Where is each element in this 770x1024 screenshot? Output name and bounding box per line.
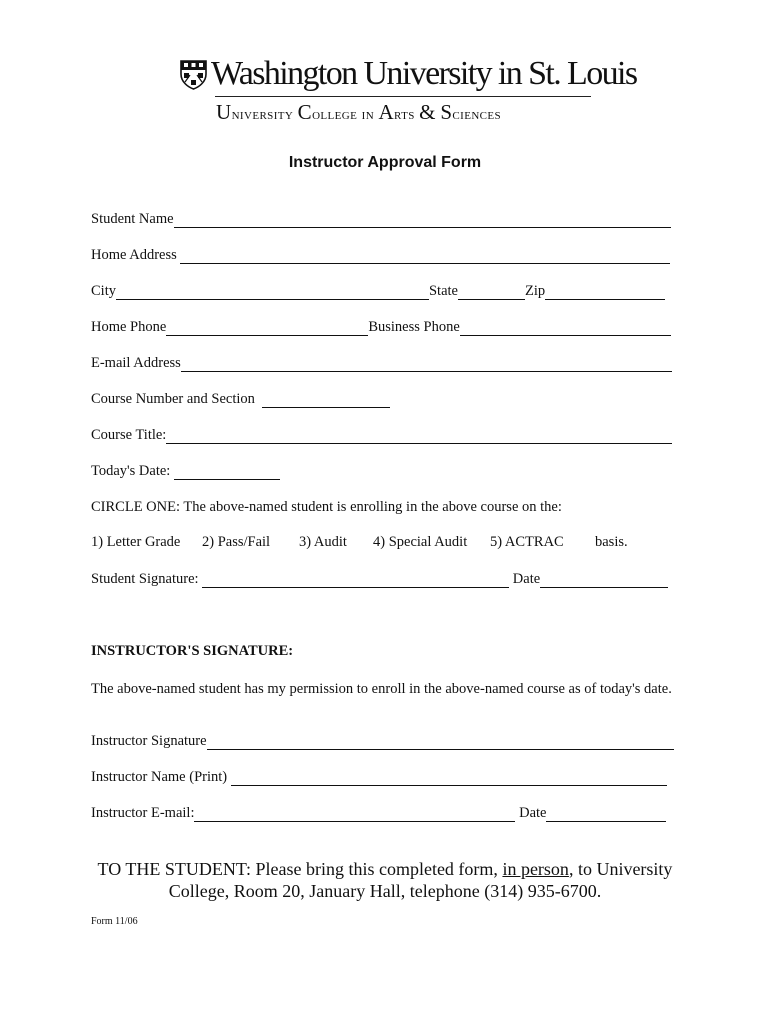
student-name-label: Student Name (91, 211, 174, 227)
form-number: Form 11/06 (91, 916, 138, 927)
home-phone-field[interactable] (166, 321, 368, 336)
student-signature-field[interactable] (202, 573, 509, 588)
basis-label: basis. (595, 534, 628, 550)
instructor-date-label: Date (519, 805, 547, 821)
university-logo (180, 53, 637, 124)
instructor-email-label: Instructor E-mail: (91, 805, 195, 821)
student-signature-label: Student Signature: (91, 571, 199, 587)
option-letter-grade[interactable]: 1) Letter Grade (91, 534, 181, 550)
todays-date-label: Today's Date: (91, 463, 171, 479)
instructor-email-field[interactable] (194, 807, 515, 822)
email-label: E-mail Address (91, 355, 181, 371)
instructor-name-label: Instructor Name (Print) (91, 769, 228, 785)
student-name-field[interactable] (174, 213, 671, 228)
notice-line-2: College, Room 20, January Hall, telephone (314) 935-6700. (168, 881, 602, 901)
instructor-section-heading: INSTRUCTOR'S SIGNATURE: (91, 643, 294, 659)
course-number-row (91, 390, 390, 408)
student-date-field[interactable] (540, 573, 668, 588)
business-phone-field[interactable] (460, 321, 671, 336)
state-field[interactable] (458, 285, 525, 300)
option-special-audit[interactable]: 4) Special Audit (373, 534, 468, 550)
college-word: Arts (378, 100, 415, 124)
course-title-label: Course Title: (91, 427, 167, 443)
instructor-name-field[interactable] (231, 771, 667, 786)
option-audit[interactable]: 3) Audit (299, 534, 347, 550)
instructor-signature-field[interactable] (207, 735, 674, 750)
university-name: Washington University in St. Louis (211, 55, 637, 92)
logo-divider (215, 96, 591, 97)
course-number-label: Course Number and Section (91, 391, 255, 407)
state-label: State (428, 283, 458, 299)
zip-label: Zip (524, 283, 546, 299)
student-date-label: Date (512, 571, 541, 587)
email-field[interactable] (181, 357, 672, 372)
home-phone-label: Home Phone (91, 319, 167, 335)
business-phone-label: Business Phone (368, 319, 460, 335)
phone-row (91, 318, 671, 336)
college-word: & (419, 100, 436, 124)
city-field[interactable] (116, 285, 429, 300)
in-person-emphasis: in person (502, 859, 569, 879)
circle-one-instruction: CIRCLE ONE: The above-named student is enrolling in the above course on the: (91, 499, 562, 515)
instructor-name-row (91, 768, 667, 786)
student-signature-row (91, 570, 668, 588)
instructor-date-field[interactable] (546, 807, 666, 822)
college-word: University (216, 100, 294, 124)
city-state-zip-row (91, 282, 665, 300)
home-address-row (91, 246, 670, 264)
college-word: in (361, 106, 375, 123)
option-pass-fail[interactable]: 2) Pass/Fail (202, 534, 271, 550)
student-name-row (91, 210, 671, 228)
notice-line-1: TO THE STUDENT: Please bring this completed form, in person, to University (97, 859, 673, 879)
student-notice (0, 858, 770, 902)
instructor-email-row (91, 804, 666, 822)
college-word: Sciences (440, 100, 502, 124)
course-title-field[interactable] (166, 429, 672, 444)
option-actrac[interactable]: 5) ACTRAC (490, 534, 564, 550)
home-address-field[interactable] (180, 249, 670, 264)
zip-field[interactable] (545, 285, 665, 300)
course-title-row (91, 426, 672, 444)
city-label: City (91, 283, 116, 299)
instructor-signature-row (91, 732, 674, 750)
college-name (216, 100, 501, 125)
permission-statement: The above-named student has my permission to enroll in the above-named course as of today's date. (91, 681, 672, 697)
todays-date-field[interactable] (174, 465, 280, 480)
form-title: Instructor Approval Form (288, 154, 482, 171)
home-address-label: Home Address (91, 247, 177, 263)
course-number-field[interactable] (262, 393, 390, 408)
university-shield-icon (180, 60, 207, 90)
todays-date-row (91, 462, 280, 480)
college-word: College (297, 100, 358, 124)
instructor-signature-label: Instructor Signature (91, 733, 207, 749)
email-row (91, 354, 672, 372)
